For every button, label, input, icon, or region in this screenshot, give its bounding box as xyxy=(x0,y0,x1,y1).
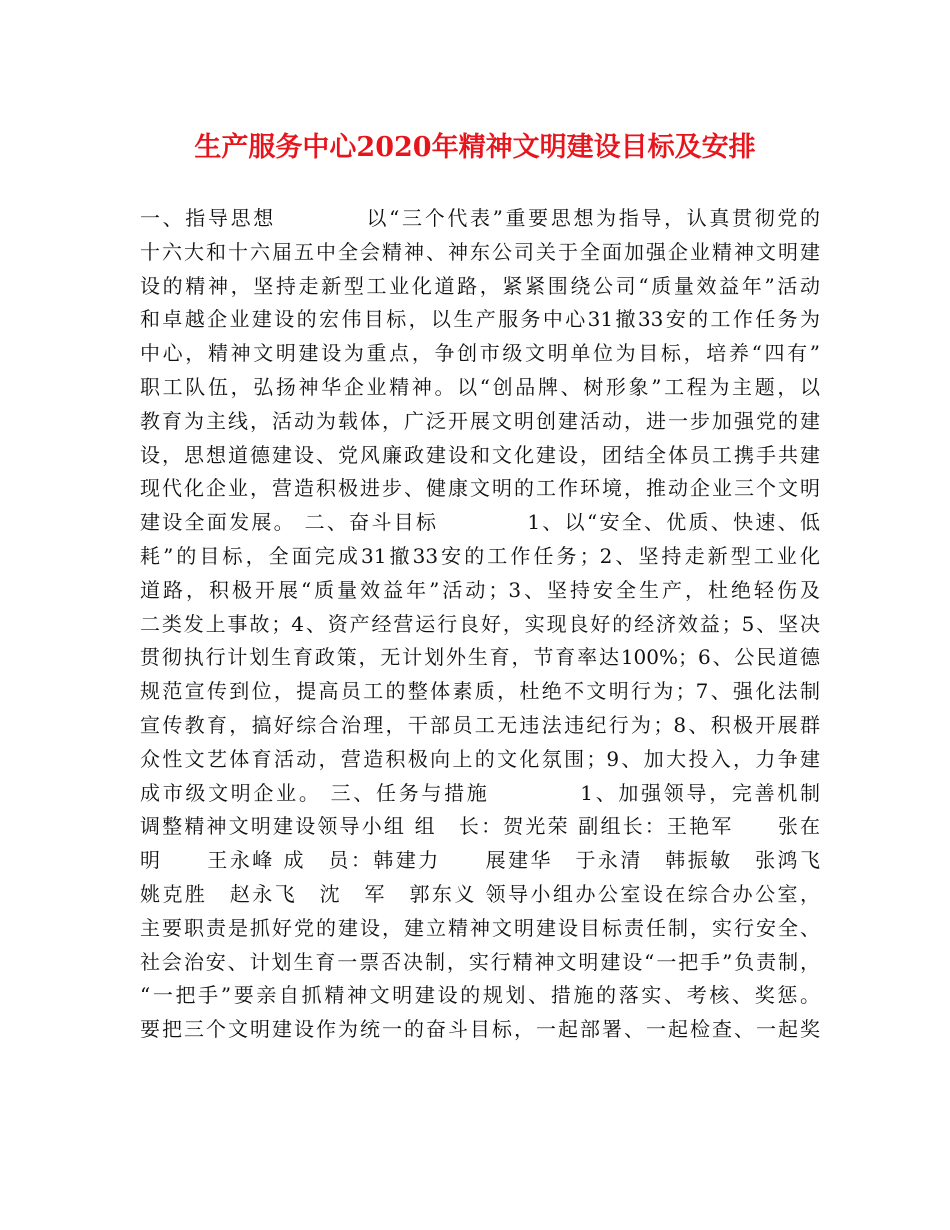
body-line: 教育为主线，活动为载体，广泛开展文明创建活动，进一步加强党的建 xyxy=(140,408,820,433)
body-line: 众性文艺体育活动，营造积极向上的文化氛围；9、加大投入，力争建 xyxy=(140,746,820,771)
body-line: 二类发上事故；4、资产经营运行良好，实现良好的经济效益；5、坚决 xyxy=(140,611,820,636)
body-line: 明 王永峰 成 员：韩建力 展建华 于永清 韩振敏 张鸿飞 xyxy=(140,848,820,873)
body-line: 社会治安、计划生育一票否决制，实行精神文明建设“一把手”负责制， xyxy=(140,949,820,974)
body-line: 建设全面发展。 二、奋斗目标 1、以“安全、优质、快速、低 xyxy=(140,510,820,535)
document-title: 生产服务中心2020年精神文明建设目标及安排 xyxy=(194,132,756,163)
body-line: “一把手”要亲自抓精神文明建设的规划、措施的落实、考核、奖惩。 xyxy=(140,983,820,1008)
body-line: 十六大和十六届五中全会精神、神东公司关于全面加强企业精神文明建 xyxy=(140,239,820,264)
body-line: 要把三个文明建设作为统一的奋斗目标，一起部署、一起检查、一起奖 xyxy=(140,1017,820,1042)
body-line: 姚克胜 赵永飞 沈 军 郭东义 领导小组办公室设在综合办公室， xyxy=(140,881,820,906)
body-line: 设的精神，坚持走新型工业化道路，紧紧围绕公司“质量效益年”活动 xyxy=(140,273,820,298)
body-line: 设，思想道德建设、党风廉政建设和文化建设，团结全体员工携手共建 xyxy=(140,442,820,467)
body-line: 耗”的目标，全面完成31撤33安的工作任务；2、坚持走新型工业化 xyxy=(140,543,820,568)
body-line: 调整精神文明建设领导小组 组 长：贺光荣 副组长：王艳军 张在 xyxy=(140,814,820,839)
body-line: 道路，积极开展“质量效益年”活动；3、坚持安全生产，杜绝轻伤及 xyxy=(140,577,820,602)
document-body xyxy=(140,202,820,1047)
body-line: 中心，精神文明建设为重点，争创市级文明单位为目标，培养“四有” xyxy=(140,341,820,366)
body-line: 贯彻执行计划生育政策，无计划外生育，节育率达100%；6、公民道德 xyxy=(140,645,820,670)
body-line: 成市级文明企业。 三、任务与措施 1、加强领导，完善机制 xyxy=(140,780,820,805)
body-line: 宣传教育，搞好综合治理，干部员工无违法违纪行为；8、积极开展群 xyxy=(140,712,820,737)
body-line: 职工队伍，弘扬神华企业精神。以“创品牌、树形象”工程为主题，以 xyxy=(140,374,820,399)
body-line: 一、指导思想 以“三个代表”重要思想为指导，认真贯彻党的 xyxy=(140,206,820,230)
body-line: 现代化企业，营造积极进步、健康文明的工作环境，推动企业三个文明 xyxy=(140,476,820,501)
body-line: 主要职责是抓好党的建设，建立精神文明建设目标责任制，实行安全、 xyxy=(140,915,820,940)
body-line: 规范宣传到位，提高员工的整体素质，杜绝不文明行为；7、强化法制 xyxy=(140,679,820,704)
body-line: 和卓越企业建设的宏伟目标，以生产服务中心31撤33安的工作任务为 xyxy=(140,307,820,332)
